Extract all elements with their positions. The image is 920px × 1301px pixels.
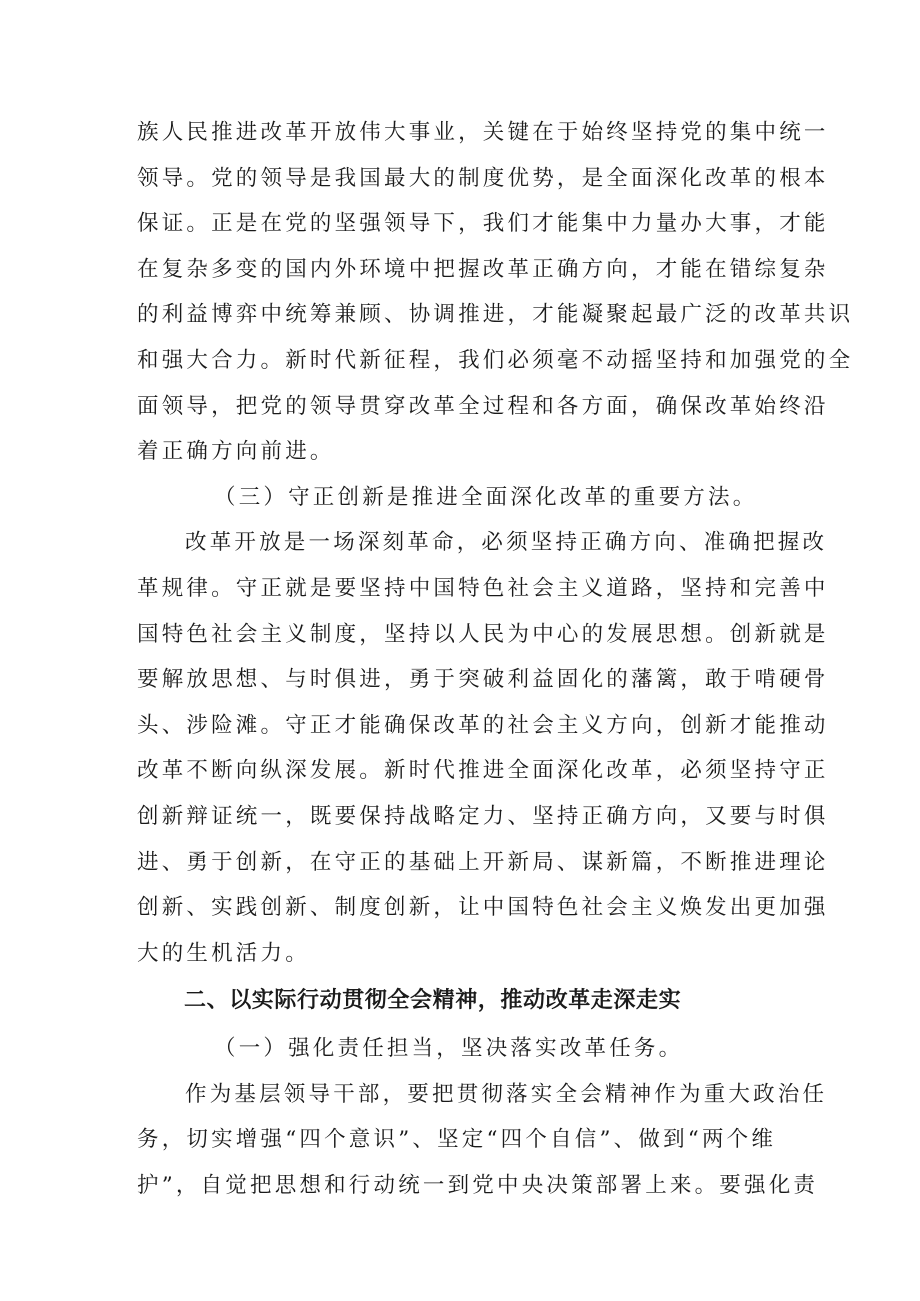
paragraph-line: 要解放思想、与时俱进，勇于突破利益固化的藩篱，敢于啃硬骨 bbox=[137, 667, 829, 693]
section-heading: 二、以实际行动贯彻全会精神，推动改革走深走实 bbox=[184, 988, 682, 1014]
paragraph-line: 族人民推进改革开放伟大事业，关键在于始终坚持党的集中统一 bbox=[137, 120, 829, 145]
paragraph-first-line: 改革开放是一场深刻革命，必须坚持正确方向、准确把握改 bbox=[185, 530, 828, 556]
paragraph-line: 创新辩证统一，既要保持战略定力、坚持正确方向，又要与时俱 bbox=[137, 803, 829, 829]
paragraph-line: 创新、实践创新、制度创新，让中国特色社会主义焕发出更加强 bbox=[137, 895, 829, 921]
paragraph-first-line: 作为基层领导干部，要把贯彻落实全会精神作为重大政治任 bbox=[185, 1081, 828, 1107]
paragraph-line: 大的生机活力。 bbox=[137, 940, 310, 966]
paragraph-line: 务，切实增强“四个意识”、坚定“四个自信”、做到“两个维 bbox=[137, 1127, 777, 1153]
subsection-heading: （一）强化责任担当，坚决落实改革任务。 bbox=[214, 1036, 684, 1062]
paragraph-line: 在复杂多变的国内外环境中把握改革正确方向，才能在错综复杂 bbox=[137, 256, 829, 282]
paragraph-line: 进、勇于创新，在守正的基础上开新局、谋新篇，不断推进理论 bbox=[137, 849, 829, 875]
paragraph-line: 和强大合力。新时代新征程，我们必须毫不动摇坚持和加强党的全 bbox=[137, 347, 854, 373]
paragraph-line: 护”，自觉把思想和行动统一到党中央决策部署上来。要强化责 bbox=[137, 1173, 819, 1199]
paragraph-line: 革规律。守正就是要坚持中国特色社会主义道路，坚持和完善中 bbox=[137, 575, 829, 601]
paragraph-line: 头、涉险滩。守正才能确保改革的社会主义方向，创新才能推动 bbox=[137, 712, 829, 738]
subsection-heading: （三）守正创新是推进全面深化改革的重要方法。 bbox=[214, 484, 758, 510]
paragraph-line: 的利益博弈中统筹兼顾、协调推进，才能凝聚起最广泛的改革共识 bbox=[137, 302, 854, 328]
paragraph-line: 着正确方向前进。 bbox=[137, 439, 335, 465]
document-body bbox=[137, 110, 854, 1209]
paragraph-line: 领导。党的领导是我国最大的制度优势，是全面深化改革的根本 bbox=[137, 165, 829, 191]
paragraph-line: 改革不断向纵深发展。新时代推进全面深化改革，必须坚持守正 bbox=[137, 758, 829, 784]
paragraph-line: 国特色社会主义制度，坚持以人民为中心的发展思想。创新就是 bbox=[137, 621, 829, 647]
paragraph-line: 保证。正是在党的坚强领导下，我们才能集中力量办大事，才能 bbox=[137, 211, 829, 237]
paragraph-line: 面领导，把党的领导贯穿改革全过程和各方面，确保改革始终沿 bbox=[137, 393, 829, 419]
